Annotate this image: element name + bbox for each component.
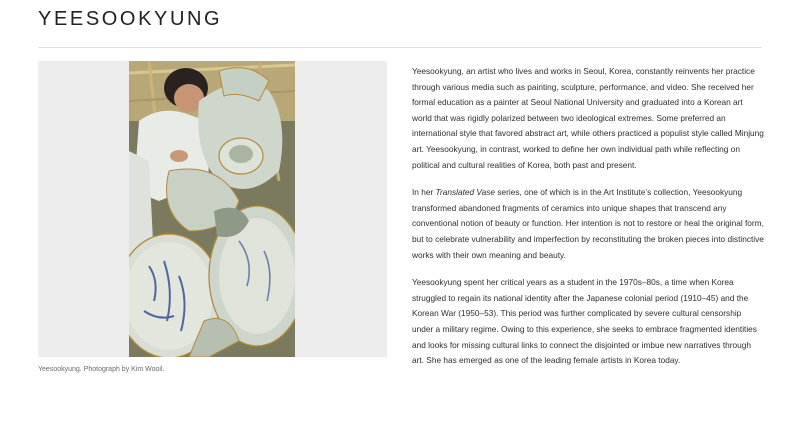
page-title: YEESOOKYUNG (38, 8, 223, 30)
photo-artist-with-ceramics-icon (129, 61, 295, 357)
paragraph-2-rest: series, one of which is in the Art Institute’s collection, Yeesookyung transformed abandoned fragments of ceramics into unique shapes that transcend any conventional notion of beauty or function. Her intention is not to restore or heal the original form, but to celebrate vulnerability and imperfection by reconstituting the broken pieces into distinctive works with their own meaning and beauty. (412, 187, 764, 260)
article-paragraph-2 (412, 185, 764, 263)
artwork-series-title: Translated Vase (435, 187, 496, 198)
paragraph-2-intro: In her (412, 187, 436, 198)
artist-photo (129, 61, 295, 357)
article-body (412, 64, 764, 381)
article-paragraph-1: Yeesookyung, an artist who lives and works in Seoul, Korea, constantly reinvents her practice through various media such as painting, sculpture, performance, and video. She received her formal education as a painter at Seoul National University and graduated into a Korean art world that was rigidly polarized between two ideological extremes. Some preferred an international style that favored abstract art, while others practiced a populist style called Minjung art. Yeesookyung, in contrast, worked to define her own individual path while reflecting on political and cultural realities of Korea, both past and present. (412, 66, 764, 170)
title-divider (38, 47, 762, 48)
photo-caption: Yeesookyung. Photograph by Kim Wooil. (38, 366, 165, 373)
article-paragraph-3: Yeesookyung spent her critical years as a student in the 1970s–80s, a time when Korea struggled to regain its national identity after the Japanese colonial period (1910–45) and the Korean War (1950–53). This period was further complicated by severe cultural censorship under a military regime. Owing to this experience, she seeks to embrace fragmented identities and looks for missing cultural links to connect the disjointed or imbue new narratives through art. She has emerged as one of the leading female artists in Korea today. (412, 277, 757, 366)
artist-photo-figure (38, 61, 387, 357)
